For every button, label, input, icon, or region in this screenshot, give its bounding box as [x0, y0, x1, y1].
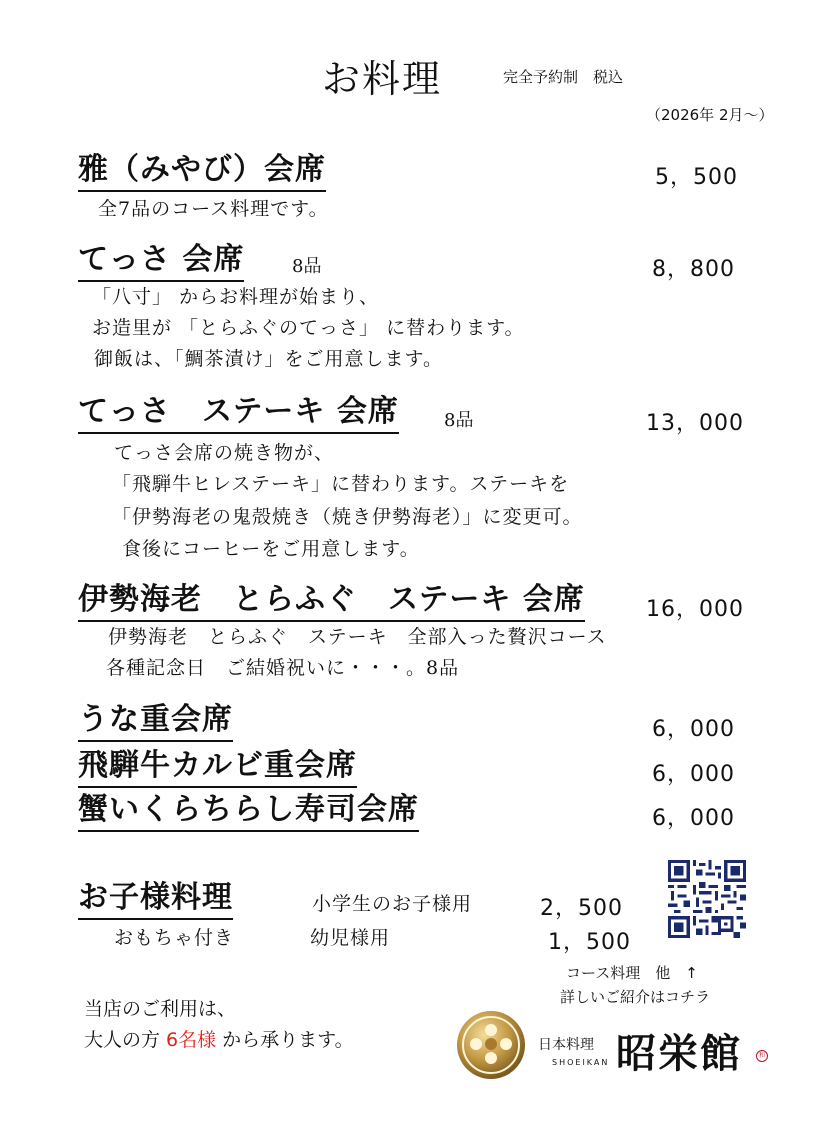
date-note: （2026年 2月～） — [646, 106, 774, 124]
reservation-note: 完全予約制 税込 — [503, 68, 624, 86]
qr-caption: コース料理 他 ↑ — [566, 964, 698, 982]
brand-roman: SHOEIKAN — [552, 1058, 610, 1067]
notice-line — [84, 1025, 354, 1052]
course-name-tessa: てっさ 会席 — [78, 242, 244, 282]
kids-row-price: 1，500 — [548, 930, 631, 955]
course-count-tessa: 8品 — [292, 256, 322, 277]
course-count-tessa-steak: 8品 — [444, 410, 474, 431]
course-price-ise-ebi: 16，000 — [646, 597, 744, 622]
course-desc-line: 全7品のコース料理です。 — [98, 198, 329, 220]
course-price-miyabi: 5，500 — [655, 165, 738, 190]
course-price-tessa: 8，800 — [652, 257, 735, 282]
course-desc-line: お造里が 「とらふぐのてっさ」 に替わります。 — [92, 317, 525, 339]
notice-text: 大人の方 — [84, 1029, 167, 1051]
course-price-kani-chirashi: 6，000 — [652, 806, 735, 831]
brand-name: 昭栄館 — [616, 1030, 742, 1077]
qr-code-icon[interactable] — [668, 860, 746, 938]
course-name-hida-karubi: 飛騨牛カルビ重会席 — [78, 748, 357, 788]
course-desc-line: 食後にコーヒーをご用意します。 — [122, 538, 420, 560]
course-desc-line: 各種記念日 ご結婚祝いに・・・。8品 — [106, 657, 460, 679]
course-desc-line: 「伊勢海老の鬼殻焼き（焼き伊勢海老）」に変更可。 — [112, 506, 583, 528]
course-desc-line: 伊勢海老 とらふぐ ステーキ 全部入った贅沢コース — [108, 626, 607, 648]
brand-stamp: 和 — [756, 1050, 768, 1062]
page-title: お料理 — [322, 57, 443, 101]
kids-row-label: 幼児様用 — [310, 927, 391, 949]
kids-title: お子様料理 — [78, 880, 233, 920]
brand-prefix: 日本料理 — [538, 1037, 594, 1053]
course-name-kani-chirashi: 蟹いくらちらし寿司会席 — [78, 792, 419, 832]
course-name-miyabi: 雅（みやび）会席 — [78, 152, 326, 192]
notice-highlight: 6名様 — [166, 1029, 217, 1051]
qr-caption: 詳しいご紹介はコチラ — [560, 988, 711, 1006]
course-desc-line: 御飯は、「鯛茶漬け」をご用意します。 — [94, 348, 443, 370]
notice-text: から承ります。 — [216, 1029, 354, 1051]
kids-row-label: 小学生のお子様用 — [312, 893, 473, 915]
course-name-tessa-steak: てっさ ステーキ 会席 — [78, 394, 399, 434]
course-price-tessa-steak: 13，000 — [646, 411, 744, 436]
notice-line: 当店のご利用は、 — [84, 998, 237, 1020]
course-desc-line: 「八寸」 からお料理が始まり、 — [92, 286, 380, 308]
course-name-ise-ebi: 伊勢海老 とらふぐ ステーキ 会席 — [78, 582, 585, 622]
kids-note: おもちゃ付き — [114, 927, 235, 949]
course-desc-line: てっさ会席の焼き物が、 — [114, 442, 335, 464]
crest-logo — [456, 1010, 526, 1080]
course-name-unaju: うな重会席 — [78, 702, 233, 742]
course-desc-line: 「飛騨牛ヒレステーキ」に替わります。ステーキを — [112, 473, 570, 495]
kids-row-price: 2，500 — [540, 896, 623, 921]
course-price-unaju: 6，000 — [652, 717, 735, 742]
course-price-hida-karubi: 6，000 — [652, 762, 735, 787]
